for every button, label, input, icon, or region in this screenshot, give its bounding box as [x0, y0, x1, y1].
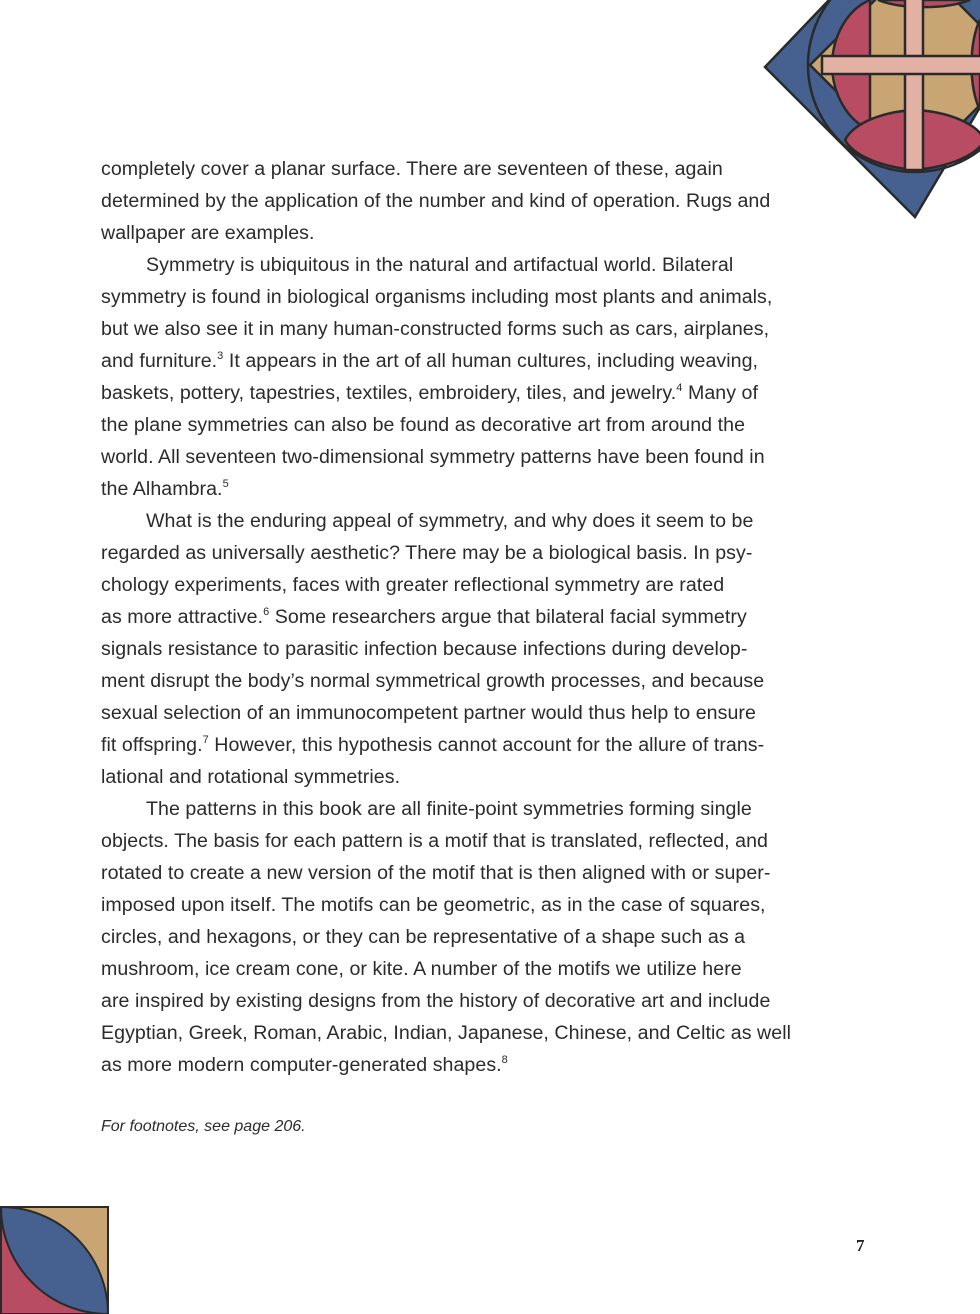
body-text	[101, 153, 826, 1081]
pink-cross-vertical	[905, 0, 923, 170]
text-run: Symmetry is ubiquitous in the natural and artifactual world. Bilateral symmetry is found in biological organisms including most plants and animals, but we also see it in many human-constructed forms such as cars, airplanes, and furniture.	[101, 254, 773, 372]
text-run: Many of the plane symmetries can also be found as decorative art from around the world. All seventeen two-dimensional symmetry patterns have been found in the Alhambra.	[101, 382, 765, 500]
paragraph	[101, 505, 826, 793]
pink-cross-horizontal	[822, 56, 980, 74]
page-number: 7	[856, 1236, 865, 1255]
bottom-corner-decoration	[0, 1206, 110, 1314]
footnote-marker: 5	[222, 477, 229, 490]
paragraph	[101, 249, 826, 505]
footnote-reference-note: For footnotes, see page 206.	[101, 1118, 306, 1135]
text-run: However, this hypothesis cannot account for the allure of trans- lational and rotational symmetries.	[101, 734, 765, 788]
paragraph: completely cover a planar surface. There are seventeen of these, again determined by the application of the number and kind of operation. Rugs and wallpaper are examples.	[101, 158, 771, 244]
footnote-marker: 4	[676, 381, 683, 394]
footnote-marker: 6	[263, 605, 270, 618]
text-run: Some researchers argue that bilateral facial symmetry signals resistance to parasitic infection because infections during develop- ment disrupt the body’s normal symmetrical growth processes, and because sexual selection of an immunocompetent partner would thus help to ensure fit offspring.	[101, 606, 765, 756]
text-run: It appears in the art of all human cultures, including weaving, baskets, pottery, tapestries, textiles, embroidery, tiles, and jewelry.	[101, 350, 759, 404]
footnote-marker: 7	[202, 733, 209, 746]
footnote-marker: 8	[501, 1053, 508, 1066]
footnote-marker: 3	[217, 349, 224, 362]
paragraph	[101, 793, 826, 1081]
text-run: What is the enduring appeal of symmetry, and why does it seem to be regarded as universally aesthetic? There may be a biological basis. In psy- chology experiments, faces with greater reflectional symmetry are rated as more attractive.	[101, 510, 754, 628]
text-run: The patterns in this book are all finite-point symmetries forming single objects. The basis for each pattern is a motif that is translated, reflected, and rotated to create a new version of the motif that is then aligned with or super- imposed upon itself. The motifs can be geometric, as in the case of squares, circles, and hexagons, or they can be representative of a shape such as a mushroom, ice cream cone, or kite. A number of the motifs we utilize here are inspired by existing designs from the history of decorative art and include Egyptian, Greek, Roman, Arabic, Indian, Japanese, Chinese, and Celtic as well as more modern computer-generated shapes.	[101, 798, 792, 1076]
